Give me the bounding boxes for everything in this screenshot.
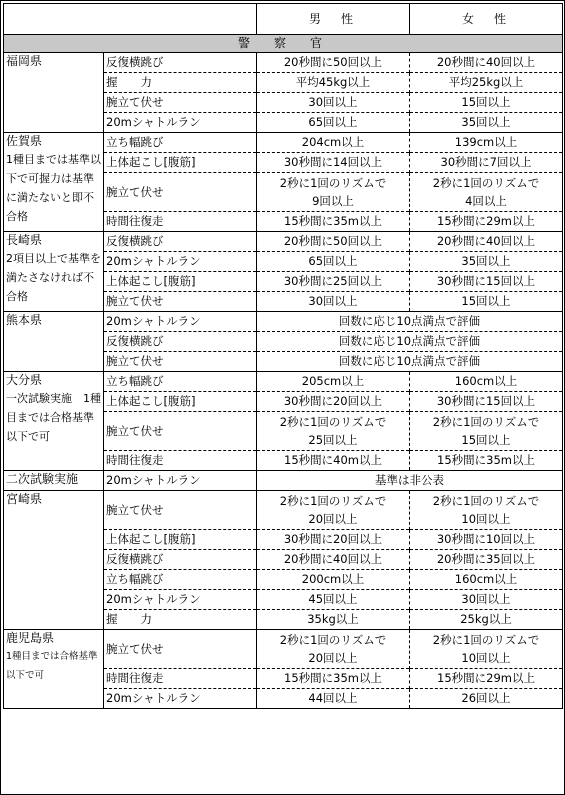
- test-item: 20mシャトルラン: [104, 471, 257, 491]
- test-item: 反復横跳び: [104, 550, 257, 570]
- prefecture-name: 二次試験実施: [6, 472, 79, 486]
- female-standard: 平均25kg以上: [410, 73, 563, 93]
- test-item: 時間往復走: [104, 451, 257, 471]
- female-standard: 20秒間に40回以上: [410, 232, 563, 252]
- male-standard: 200cm以上: [257, 570, 410, 590]
- test-item: 上体起こし[腹筋]: [104, 272, 257, 292]
- female-standard: 15秒間に35m以上: [410, 451, 563, 471]
- prefecture-note: 2項目以上で基準を満たさなければ不合格: [6, 252, 101, 303]
- male-standard: 15秒間に35m以上: [257, 669, 410, 689]
- prefecture-cell: [4, 312, 104, 372]
- female-standard-line1: 2秒に1回のリズムで: [432, 176, 540, 190]
- female-standard: 30秒間に7回以上: [410, 153, 563, 173]
- combined-standard: 基準は非公表: [257, 471, 563, 491]
- test-item: 上体起こし[腹筋]: [104, 530, 257, 550]
- male-standard: 205cm以上: [257, 372, 410, 392]
- table-row: [4, 471, 563, 491]
- test-item: 時間往復走: [104, 669, 257, 689]
- female-standard-line1: 2秒に1回のリズムで: [432, 633, 540, 647]
- table-row: [4, 133, 563, 153]
- combined-standard: 回数に応じ10点満点で評価: [257, 312, 563, 332]
- test-item: 腕立て伏せ: [104, 491, 257, 530]
- test-item: 20mシャトルラン: [104, 312, 257, 332]
- prefecture-note: 一次試験実施 1種目までは合格基準以下で可: [6, 392, 101, 443]
- male-standard: 15秒間に35m以上: [257, 212, 410, 232]
- test-item: 腕立て伏せ: [104, 412, 257, 451]
- female-standard-line2: 4回以上: [465, 194, 507, 208]
- female-standard-line2: 15回以上: [461, 433, 511, 447]
- female-standard: 15回以上: [410, 93, 563, 113]
- prefecture-name: 長崎県: [6, 233, 43, 247]
- male-standard-line2: 9回以上: [312, 194, 354, 208]
- female-standard: 30秒間に10回以上: [410, 530, 563, 550]
- test-item: 握 力: [104, 610, 257, 630]
- test-item: 反復横跳び: [104, 53, 257, 73]
- test-item: 20mシャトルラン: [104, 113, 257, 133]
- female-standard: 15秒間に29m以上: [410, 669, 563, 689]
- male-standard: 65回以上: [257, 113, 410, 133]
- male-standard-line1: 2秒に1回のリズムで: [279, 176, 387, 190]
- female-standard-line1: 2秒に1回のリズムで: [432, 415, 540, 429]
- prefecture-cell: [4, 372, 104, 471]
- table-row: [4, 491, 563, 530]
- female-standard: 15秒間に29m以上: [410, 212, 563, 232]
- test-item: 時間往復走: [104, 212, 257, 232]
- male-standard: 204cm以上: [257, 133, 410, 153]
- male-standard-line1: 2秒に1回のリズムで: [279, 494, 387, 508]
- table-row: [4, 372, 563, 392]
- female-standard: 26回以上: [410, 689, 563, 709]
- female-standard: 35回以上: [410, 252, 563, 272]
- female-standard-line2: 10回以上: [461, 651, 511, 665]
- test-item: 上体起こし[腹筋]: [104, 392, 257, 412]
- prefecture-cell: [4, 471, 104, 491]
- test-item: 腕立て伏せ: [104, 630, 257, 669]
- test-item: 立ち幅跳び: [104, 570, 257, 590]
- female-standard: [410, 491, 563, 530]
- female-standard: 30回以上: [410, 590, 563, 610]
- prefecture-name: 宮崎県: [6, 492, 43, 506]
- male-standard-line2: 20回以上: [308, 651, 358, 665]
- prefecture-name: 鹿児島県: [6, 631, 55, 645]
- male-standard-line1: 2秒に1回のリズムで: [279, 633, 387, 647]
- prefecture-name: 福岡県: [6, 54, 43, 68]
- male-standard: 15秒間に40m以上: [257, 451, 410, 471]
- prefecture-note: 1種目までは合格基準以下で可: [6, 651, 98, 681]
- male-standard-line2: 20回以上: [308, 512, 358, 526]
- header-blank-cell-2: [104, 4, 257, 35]
- test-item: 立ち幅跳び: [104, 372, 257, 392]
- test-item: 立ち幅跳び: [104, 133, 257, 153]
- test-item: 上体起こし[腹筋]: [104, 153, 257, 173]
- table-body: [4, 53, 563, 709]
- header-row: [4, 4, 563, 35]
- female-standard: 30秒間に15回以上: [410, 272, 563, 292]
- male-standard: 65回以上: [257, 252, 410, 272]
- female-standard-line1: 2秒に1回のリズムで: [432, 494, 540, 508]
- prefecture-cell: [4, 232, 104, 312]
- female-standard: [410, 173, 563, 212]
- header-blank-cell: [4, 4, 104, 35]
- female-standard: 20秒間に35回以上: [410, 550, 563, 570]
- male-standard: 45回以上: [257, 590, 410, 610]
- male-standard: 20秒間に50回以上: [257, 232, 410, 252]
- test-item: 20mシャトルラン: [104, 689, 257, 709]
- header-female: 女 性: [410, 4, 563, 35]
- female-standard: 20秒間に40回以上: [410, 53, 563, 73]
- female-standard: 30秒間に15回以上: [410, 392, 563, 412]
- female-standard: 139cm以上: [410, 133, 563, 153]
- header-male: 男 性: [257, 4, 410, 35]
- male-standard: [257, 630, 410, 669]
- female-standard: 15回以上: [410, 292, 563, 312]
- male-standard: [257, 412, 410, 451]
- test-item: 腕立て伏せ: [104, 93, 257, 113]
- prefecture-cell: [4, 133, 104, 232]
- prefecture-name: 佐賀県: [6, 134, 43, 148]
- female-standard: 35回以上: [410, 113, 563, 133]
- combined-standard: 回数に応じ10点満点で評価: [257, 352, 563, 372]
- table-row: [4, 630, 563, 669]
- male-standard: 44回以上: [257, 689, 410, 709]
- male-standard: 30秒間に14回以上: [257, 153, 410, 173]
- female-standard: 160cm以上: [410, 570, 563, 590]
- table-row: [4, 53, 563, 73]
- test-item: 反復横跳び: [104, 332, 257, 352]
- male-standard: 30秒間に25回以上: [257, 272, 410, 292]
- test-item: 反復横跳び: [104, 232, 257, 252]
- prefecture-cell: [4, 630, 104, 709]
- male-standard: [257, 173, 410, 212]
- prefecture-name: 大分県: [6, 373, 43, 387]
- prefecture-name: 熊本県: [6, 313, 43, 327]
- test-item: 腕立て伏せ: [104, 292, 257, 312]
- male-standard: 30回以上: [257, 93, 410, 113]
- section-title: 警 察 官: [4, 35, 563, 53]
- male-standard-line1: 2秒に1回のリズムで: [279, 415, 387, 429]
- section-row: [4, 35, 563, 53]
- fitness-standards-table: [3, 3, 563, 709]
- male-standard-line2: 25回以上: [308, 433, 358, 447]
- combined-standard: 回数に応じ10点満点で評価: [257, 332, 563, 352]
- male-standard: 20秒間に50回以上: [257, 53, 410, 73]
- male-standard: 35kg以上: [257, 610, 410, 630]
- test-item: 20mシャトルラン: [104, 590, 257, 610]
- prefecture-cell: [4, 53, 104, 133]
- male-standard: 平均45kg以上: [257, 73, 410, 93]
- male-standard: [257, 491, 410, 530]
- prefecture-cell: [4, 491, 104, 630]
- female-standard: [410, 412, 563, 451]
- female-standard: 25kg以上: [410, 610, 563, 630]
- male-standard: 30回以上: [257, 292, 410, 312]
- male-standard: 20秒間に40回以上: [257, 550, 410, 570]
- female-standard: [410, 630, 563, 669]
- female-standard-line2: 10回以上: [461, 512, 511, 526]
- test-item: 握 力: [104, 73, 257, 93]
- test-item: 20mシャトルラン: [104, 252, 257, 272]
- test-item: 腕立て伏せ: [104, 173, 257, 212]
- male-standard: 30秒間に20回以上: [257, 530, 410, 550]
- female-standard: 160cm以上: [410, 372, 563, 392]
- table-row: [4, 232, 563, 252]
- male-standard: 30秒間に20回以上: [257, 392, 410, 412]
- table-row: [4, 312, 563, 332]
- prefecture-note: 1種目までは基準以下で可握力は基準に満たないと即不合格: [6, 153, 101, 223]
- test-item: 腕立て伏せ: [104, 352, 257, 372]
